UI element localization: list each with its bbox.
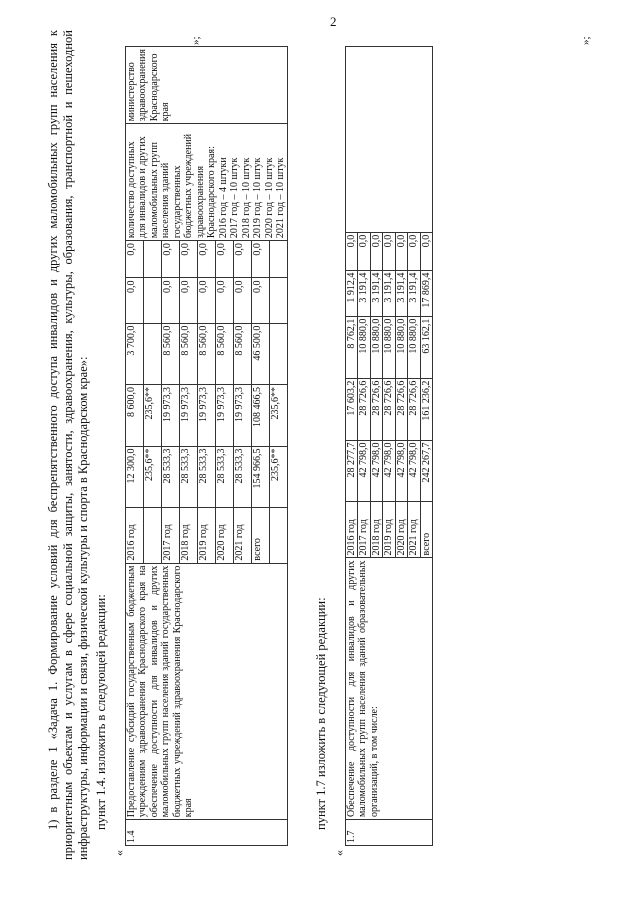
year-cell: 2017 год <box>358 502 371 558</box>
value-cell: 235,6** <box>143 446 161 508</box>
value-cell: 28 533,3 <box>161 446 179 508</box>
value-cell: 0,0 <box>370 232 383 270</box>
value-cell: 28 533,3 <box>179 446 197 508</box>
year-cell: всего <box>251 508 269 564</box>
value-cell: 42 798,0 <box>370 440 383 502</box>
table-row <box>125 47 143 846</box>
value-cell: 8 762,1 <box>345 316 358 378</box>
rotated-page-content <box>40 30 600 860</box>
open-quote-2: « <box>331 850 346 856</box>
year-cell: 2019 год <box>383 502 396 558</box>
table-item-1-7 <box>345 46 434 846</box>
year-cell: 2016 год <box>345 502 358 558</box>
value-cell: 0,0 <box>125 241 143 278</box>
value-cell: 10 880,0 <box>383 316 396 378</box>
value-cell: 3 700,0 <box>125 323 143 384</box>
value-cell: 19 973,3 <box>233 385 251 447</box>
value-cell: 8 560,0 <box>215 323 233 384</box>
value-cell: 10 880,0 <box>358 316 371 378</box>
indicator-year: 2020 год – 10 штук <box>263 157 275 239</box>
value-cell: 3 191,4 <box>383 270 396 316</box>
value-cell: 10 880,0 <box>408 316 421 378</box>
value-cell: 8 560,0 <box>197 323 215 384</box>
table-item-1-4 <box>125 46 288 846</box>
value-cell: 0,0 <box>383 232 396 270</box>
indicator-year: 2017 год – 10 штук <box>229 157 241 239</box>
value-cell <box>269 241 287 278</box>
value-cell: 42 798,0 <box>383 440 396 502</box>
value-cell: 8 600,0 <box>125 385 143 447</box>
value-cell: 235,6** <box>269 385 287 447</box>
value-cell: 8 560,0 <box>233 323 251 384</box>
value-cell: 42 798,0 <box>358 440 371 502</box>
year-cell <box>269 508 287 564</box>
value-cell: 0,0 <box>161 278 179 323</box>
table-row <box>345 47 358 846</box>
item-number: 1.4 <box>125 820 287 846</box>
value-cell: 0,0 <box>161 241 179 278</box>
value-cell: 0,0 <box>215 278 233 323</box>
indicator-text: количество доступных для инвалидов и других маломобильных групп населения зданий государственных бюджетных учреждений здравоохранения Краснодарского края: <box>125 133 218 239</box>
indicator-year: 2019 год – 10 штук <box>252 157 264 239</box>
value-cell: 46 500,0 <box>251 323 269 384</box>
value-cell: 8 560,0 <box>161 323 179 384</box>
value-cell: 0,0 <box>408 232 421 270</box>
value-cell <box>143 278 161 323</box>
value-cell: 0,0 <box>395 232 408 270</box>
value-cell: 0,0 <box>251 278 269 323</box>
value-cell: 8 560,0 <box>179 323 197 384</box>
value-cell: 0,0 <box>233 241 251 278</box>
value-cell: 0,0 <box>215 241 233 278</box>
year-cell: всего <box>420 502 433 558</box>
indicator-year: 2018 год – 10 штук <box>240 157 252 239</box>
value-cell: 42 798,0 <box>395 440 408 502</box>
year-cell: 2020 год <box>395 502 408 558</box>
year-cell: 2021 год <box>233 508 251 564</box>
value-cell: 17 603,2 <box>345 378 358 440</box>
value-cell: 19 973,3 <box>179 385 197 447</box>
value-cell: 19 973,3 <box>215 385 233 447</box>
value-cell: 0,0 <box>233 278 251 323</box>
empty-cell <box>345 47 433 233</box>
value-cell: 28 726,6 <box>370 378 383 440</box>
value-cell: 108 466,5 <box>251 385 269 447</box>
value-cell: 1 912,4 <box>345 270 358 316</box>
value-cell: 17 869,4 <box>420 270 433 316</box>
value-cell: 0,0 <box>420 232 433 270</box>
value-cell: 10 880,0 <box>395 316 408 378</box>
year-cell <box>143 508 161 564</box>
value-cell: 0,0 <box>179 241 197 278</box>
value-cell: 28 726,6 <box>395 378 408 440</box>
close-mark-1: »; <box>190 36 202 45</box>
intro-paragraph <box>46 30 92 860</box>
year-cell: 2016 год <box>125 508 143 564</box>
value-cell: 3 191,4 <box>395 270 408 316</box>
value-cell: 3 191,4 <box>358 270 371 316</box>
value-cell: 28 533,3 <box>197 446 215 508</box>
value-cell: 42 798,0 <box>408 440 421 502</box>
value-cell: 28 726,6 <box>358 378 371 440</box>
value-cell <box>269 278 287 323</box>
value-cell: 28 726,6 <box>383 378 396 440</box>
subheading-item-1-4: пункт 1.4. изложить в следующей редакции: <box>93 594 108 830</box>
value-cell: 3 191,4 <box>408 270 421 316</box>
year-cell: 2018 год <box>370 502 383 558</box>
value-cell: 28 533,3 <box>233 446 251 508</box>
value-cell: 0,0 <box>179 278 197 323</box>
value-cell: 19 973,3 <box>197 385 215 447</box>
intro-text: 1) в разделе 1 «Задача 1. Формирование условий для беспрепятственного доступа инвалидов и других маломобильных групп населения к приоритетным объектам и услугам в сфере социальной защиты, занятости, здравоохранения, культуры, образования, транспортной и пешеходной инфраструктуры, информации и связи, физической культуры и спорта в Краснодарском крае»: <box>46 30 91 860</box>
year-cell: 2020 год <box>215 508 233 564</box>
year-cell: 2017 год <box>161 508 179 564</box>
item-number: 1.7 <box>345 820 433 846</box>
year-cell: 2019 год <box>197 508 215 564</box>
close-mark-2: »; <box>580 36 592 45</box>
value-cell: 0,0 <box>197 241 215 278</box>
value-cell: 10 880,0 <box>370 316 383 378</box>
value-cell: 242 267,7 <box>420 440 433 502</box>
item-name: Предоставление субсидий государственным бюджетным учреждениям здравоохранения Краснодарского края на обеспечение доступности для инвалидов и других маломобильных групп населения зданий государственных бюджетных учреждений здравоохранения Краснодарского края <box>125 563 287 820</box>
indicator-cell <box>125 124 287 241</box>
value-cell: 19 973,3 <box>161 385 179 447</box>
value-cell: 63 162,1 <box>420 316 433 378</box>
value-cell <box>269 323 287 384</box>
open-quote: « <box>111 850 126 856</box>
value-cell: 28 533,3 <box>215 446 233 508</box>
indicator-year: 2016 год – 4 штуки <box>217 157 229 239</box>
value-cell: 3 191,4 <box>370 270 383 316</box>
page-number: 2 <box>330 14 337 29</box>
executor-cell: министерство здравоохранения Краснодарского края <box>125 47 287 124</box>
value-cell: 28 277,7 <box>345 440 358 502</box>
value-cell: 161 236,2 <box>420 378 433 440</box>
value-cell: 235,6** <box>269 446 287 508</box>
value-cell: 28 726,6 <box>408 378 421 440</box>
value-cell: 154 966,5 <box>251 446 269 508</box>
indicator-year: 2021 год – 10 штук <box>275 157 287 239</box>
item-name: Обеспечение доступности для инвалидов и других маломобильных групп населения зданий образовательных организаций, в том числе: <box>345 558 433 820</box>
year-cell: 2018 год <box>179 508 197 564</box>
value-cell: 0,0 <box>358 232 371 270</box>
value-cell: 12 300,0 <box>125 446 143 508</box>
subheading-item-1-7: пункт 1.7 изложить в следующей редакции: <box>313 597 328 830</box>
value-cell: 0,0 <box>125 278 143 323</box>
value-cell <box>143 241 161 278</box>
value-cell <box>143 323 161 384</box>
value-cell: 235,6** <box>143 385 161 447</box>
year-cell: 2021 год <box>408 502 421 558</box>
value-cell: 0,0 <box>197 278 215 323</box>
value-cell: 0,0 <box>251 241 269 278</box>
value-cell: 0,0 <box>345 232 358 270</box>
